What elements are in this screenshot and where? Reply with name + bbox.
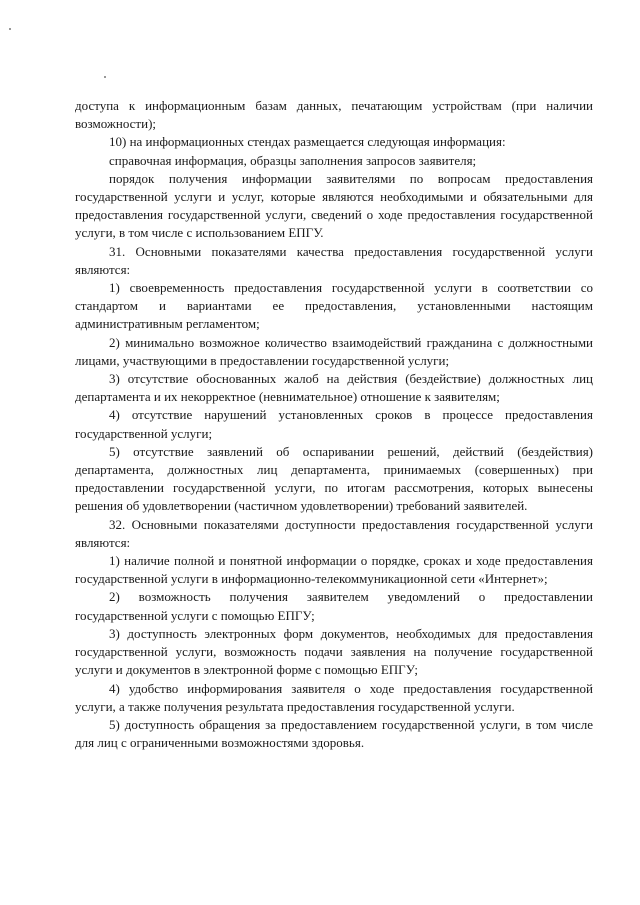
scan-speck [9, 28, 11, 30]
paragraph: 1) наличие полной и понятной информации о порядке, сроках и ходе предоставления государственной услуги в информационно-телекоммуникационной сети «Интернет»; [75, 553, 593, 587]
paragraph: 31. Основными показателями качества предоставления государственной услуги являются: [75, 243, 593, 277]
paragraph: справочная информация, образцы заполнения запросов заявителя; [109, 152, 477, 168]
paragraph: 2) минимально возможное количество взаимодействий гражданина с должностными лицами, участвующими в предоставлении государственной услуги; [75, 334, 593, 368]
paragraph: порядок получения информации заявителями по вопросам предоставления государственной услуги и услуг, которые являются необходимыми и обязательными для предоставления государственной услуги, сведений о ходе предоставления государственной услуги, в том числе с использованием ЕПГУ. [75, 170, 593, 241]
paragraph: 3) отсутствие обоснованных жалоб на действия (бездействие) должностных лиц департамента и их некорректное (невнимательное) отношение к заявителям; [75, 371, 593, 405]
paragraph: 3) доступность электронных форм документов, необходимых для предоставления государственной услуги, возможность подачи заявления на получение государственной услуги и документов в электронной форме с помощью ЕПГУ; [75, 625, 593, 678]
paragraph: 10) на информационных стендах размещается следующая информация: [109, 134, 506, 150]
paragraph: 4) отсутствие нарушений установленных сроков в процессе предоставления государственной услуги; [75, 407, 593, 441]
paragraph: доступа к информационным базам данных, печатающим устройствам (при наличии возможности); [75, 98, 593, 132]
paragraph: 5) отсутствие заявлений об оспаривании решений, действий (бездействия) департамента, должностных лиц департамента, принимаемых (совершенных) при предоставлении государственной услуги, по итогам рассмотрения, которых вынесены решения об удовлетворении (частичном удовлетворении) требований заявителей. [75, 443, 593, 514]
paragraph: 4) удобство информирования заявителя о ходе предоставления государственной услуги, а также получения результата предоставления государственной услуги. [75, 680, 593, 714]
paragraph: 1) своевременность предоставления государственной услуги в соответствии со стандартом и вариантами ее предоставления, установленными настоящим административным регламентом; [75, 280, 593, 332]
document-body [75, 97, 593, 752]
paragraph: 5) доступность обращения за предоставлением государственной услуги, в том числе для лиц с ограниченными возможностями здоровья. [75, 716, 593, 751]
paragraph: 2) возможность получения заявителем уведомлений о предоставлении государственной услуги с помощью ЕПГУ; [75, 589, 593, 623]
scan-speck [104, 76, 106, 78]
paragraph: 32. Основными показателями доступности предоставления государственной услуги являются: [75, 516, 593, 550]
